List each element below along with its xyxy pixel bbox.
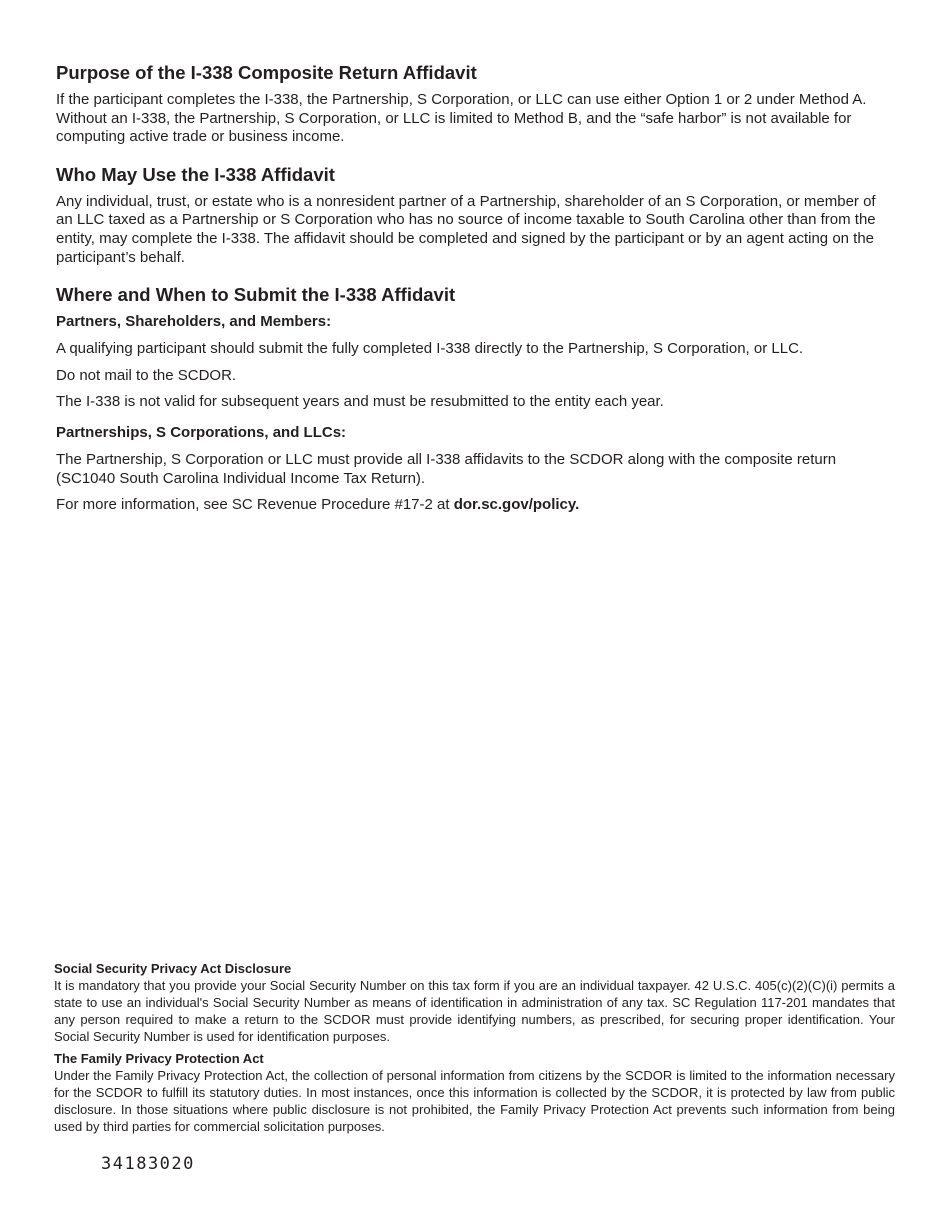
partners-paragraph-1: A qualifying participant should submit the fully completed I-338 directly to the Partnership, S Corporation, or LLC.	[56, 340, 804, 358]
privacy-disclosures	[54, 960, 895, 1140]
form-code: 34183020	[101, 1154, 195, 1174]
family-privacy-body: Under the Family Privacy Protection Act, the collection of personal information from citizens by the SCDOR is limited to the information necessary for the SCDOR to fulfill its statutory duties. In most instances, once this information is collected by the SCDOR, it is protected by law from public disclosure. In those situations where public disclosure is not prohibited, the Family Privacy Protection Act prevents such information from being used by third parties for commercial solicitation purposes.	[54, 1068, 895, 1134]
entities-subheading: Partnerships, S Corporations, and LLCs:	[56, 423, 347, 441]
partners-paragraph-3: The I-338 is not valid for subsequent years and must be resubmitted to the entity each year.	[56, 393, 664, 411]
ssn-privacy-heading: Social Security Privacy Act Disclosure	[54, 961, 292, 976]
more-info-text: For more information, see SC Revenue Procedure #17-2 at	[56, 496, 454, 514]
instructions-content	[56, 62, 896, 532]
purpose-heading: Purpose of the I-338 Composite Return Affidavit	[56, 62, 477, 83]
more-info-paragraph	[56, 496, 896, 515]
who-section	[56, 164, 896, 267]
ssn-privacy-body: It is mandatory that you provide your Social Security Number on this tax form if you are an individual taxpayer. 42 U.S.C. 405(c)(2)(C)(i) permits a state to use an individual's Social Security Number as means of identification in administration of any tax. SC Regulation 117-201 mandates that any person required to make a return to the SCDOR must provide identifying numbers, as prescribed, for securing proper identification. Your Social Security Number is used for identification purposes.	[54, 978, 895, 1044]
where-heading: Where and When to Submit the I-338 Affidavit	[56, 284, 456, 306]
partners-paragraph-2: Do not mail to the SCDOR.	[56, 366, 237, 384]
entities-paragraph-1: The Partnership, S Corporation or LLC must provide all I-338 affidavits to the SCDOR along with the composite return (SC1040 South Carolina Individual Income Tax Return).	[56, 450, 837, 487]
where-section	[56, 284, 896, 515]
who-body: Any individual, trust, or estate who is a nonresident partner of a Partnership, shareholder of an S Corporation, or member of an LLC taxed as a Partnership or S Corporation who has no source of income taxable to South Carolina other than from the entity, may complete the I-338. The affidavit should be completed and signed by the participant or by an agent acting on the participant’s behalf.	[56, 192, 876, 266]
partners-subheading: Partners, Shareholders, and Members:	[56, 313, 332, 331]
purpose-body: If the participant completes the I-338, the Partnership, S Corporation, or LLC can use either Option 1 or 2 under Method A. Without an I-338, the Partnership, S Corporation, or LLC is limited to Method B, and the “safe harbor” is not available for computing active trade or business income.	[56, 91, 867, 146]
who-heading: Who May Use the I-338 Affidavit	[56, 163, 335, 185]
policy-link[interactable]: dor.sc.gov/policy.	[453, 496, 580, 514]
family-privacy-heading: The Family Privacy Protection Act	[54, 1051, 264, 1066]
purpose-section	[56, 62, 896, 147]
